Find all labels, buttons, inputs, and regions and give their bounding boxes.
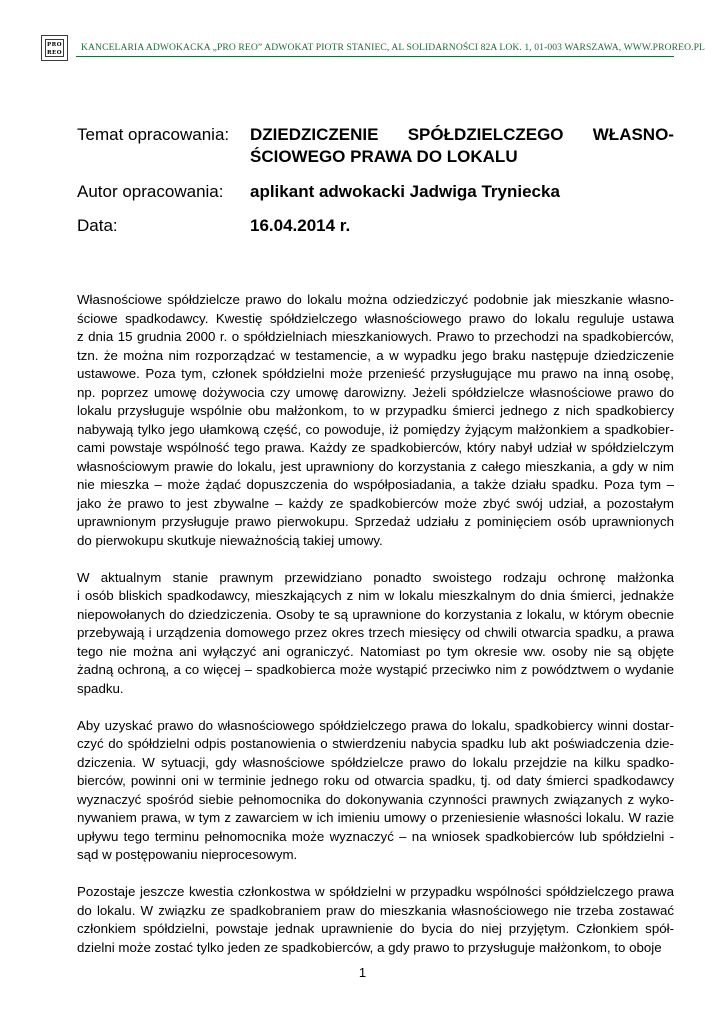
topic-value (250, 124, 674, 168)
text-line: niepowołanych do dziedziczenia. Osoby te są uprawnione do korzystania z lokalu, w którym obecnie (77, 606, 674, 622)
logo-text: PRO REO (45, 39, 64, 57)
text-line: nie mieszka – może żądać dopuszczenia do współposiadania, a także działu spadku. Poza tym – (77, 477, 674, 492)
text-line: do lokalu. W związku ze spadkobraniem praw do mieszkania własnościowego nie trzeba zostawać (77, 902, 674, 918)
text-line: uprawnionym przysługuje prawo pierwokupu. Sprzedaż udziału z pominięciem osób uprawnionych (77, 514, 674, 529)
text-line: i osób bliskich spadkodawcy, mieszkających z nim w lokalu mieszkalnym do dnia śmierci, jednakże (77, 588, 674, 603)
text-line: wyznaczyć spośród siebie pełnomocnika do dokonywania czynności prawnych związanych z wyko- (77, 791, 674, 807)
text-line: ustawowe. Poza tym, członek spółdzielni może przenieść przysługujące mu prawo na inną osobę, (77, 366, 674, 381)
text-line: np. poprzez umowę dożywocia czy umowę darowizny. Jeżeli spółdzielcze własnościowe prawo do (77, 384, 674, 400)
page-number: 1 (358, 965, 367, 980)
text-line: tego nie można ani wyłączyć ani ograniczyć. Natomiast po tym okresie ww. osoby nie są objęte (77, 643, 674, 659)
text-line: przebywają i urządzenia domowego przez okres trzech miesięcy od chwili otwarcia spadku, a prawa (77, 625, 674, 640)
text-line: jako że prawo to jest zbywalne – każdy ze spadkobierców może zbyć swój udział, a pozostałym (77, 495, 674, 511)
paragraph (77, 569, 674, 699)
text-line: członkiem spółdzielni, powstaje jednak uprawnienie do bycia do niej przyjętym. Członkiem spół- (77, 921, 674, 936)
text-line: własnościowym prawie do lokalu, jest uprawniony do korzystania z całego mieszkania, a gdy w nim (77, 458, 674, 474)
text-line: czyć do spółdzielni odpis postanowienia o stwierdzeniu nabycia spadku lub akt poświadczenia dzie- (77, 736, 674, 751)
date-value: 16.04.2014 r. (250, 216, 351, 235)
text-line: z dnia 15 grudnia 2000 r. o spółdzielniach mieszkaniowych. Prawo to przechodzi na spadkobierców, (77, 329, 674, 344)
text-line: ściowe spadkodawcy. Kwestię spółdzielczego własnościowego prawo do lokalu reguluje ustawa (77, 310, 674, 326)
text-line: Własnościowe spółdzielcze prawo do lokalu można odziedziczyć podobnie jak mieszkanie własno- (77, 292, 674, 307)
topic-line-2: ŚCIOWEGO PRAWA DO LOKALU (250, 147, 518, 166)
paragraph (77, 883, 674, 957)
text-line: tzn. że można nim rozporządzać w testamencie, a w wypadku jego braku następuje dziedziczenie (77, 347, 674, 363)
text-line: sąd w postępowaniu nieprocesowym. (77, 847, 298, 862)
topic-label: Temat opracowania: (77, 125, 230, 144)
text-line: spadku. (77, 680, 124, 696)
topic-line-1: DZIEDZICZENIE SPÓŁDZIELCZEGO WŁASNO- (250, 125, 674, 144)
paragraph (77, 291, 674, 550)
date-label: Data: (77, 216, 118, 235)
author-value: aplikant adwokacki Jadwiga Tryniecka (250, 182, 560, 201)
letterhead-text: KANCELARIA ADWOKACKA „PRO REO” ADWOKAT PIOTR STANIEC, AL SOLIDARNOŚCI 82A LOK. 1, 01-003 WARSZAWA, WWW.PROREO.PL (81, 42, 706, 53)
text-line: dziczenia. W sytuacji, gdy własnościowe spółdzielcze prawo do lokalu przejdzie na kilku spadko- (77, 754, 674, 770)
pro-reo-logo (41, 35, 68, 61)
author-label: Autor opracowania: (77, 182, 224, 201)
text-line: Aby uzyskać prawo do własnościowego spółdzielczego prawa do lokalu, spadkobiercy winni dostar- (77, 717, 674, 733)
letterhead-rule (76, 56, 674, 57)
text-line: cami powstaje wspólność tego prawa. Każdy ze spadkobierców, który nabył udział w spółdzielczym (77, 440, 674, 455)
text-line: nabywają tylko jego ułamkową część, co powoduje, iż pomiędzy żyjącym małżonkiem a spadkobier- (77, 421, 674, 437)
text-line: W aktualnym stanie prawnym przewidziano ponadto swoistego rodzaju ochronę małżonka (77, 569, 674, 585)
text-line: żadną ochroną, a co więcej – spadkobierca może wystąpić przeciwko nim z powództwem o wydanie (77, 662, 674, 677)
text-line: upływu tego terminu pełnomocnika może wyznaczyć – na wniosek spadkobierców lub spółdzielni - (77, 828, 674, 844)
document-body (77, 291, 674, 976)
text-line: lokalu przysługuje wspólnie obu małżonkom, to w przypadku śmierci jednego z nich spadkobiercy (77, 403, 674, 418)
text-line: do pierwokupu skutkuje nieważnością takiej umowy. (77, 532, 383, 548)
text-line: Pozostaje jeszcze kwestia członkostwa w spółdzielni w przypadku wspólności spółdzielczego prawa (77, 884, 674, 899)
text-line: nywaniem prawa, w tym z zawarciem w ich imieniu umowy o przeniesienie własności lokalu. W razie (77, 810, 674, 825)
text-line: dzielni może zostać tylko jeden ze spadkobierców, a gdy prawo to przysługuje małżonkom, to oboje (77, 939, 662, 955)
paragraph (77, 717, 674, 865)
text-line: bierców, powinni oni w terminie jednego roku od otwarcia spadku, tj. od daty śmierci spadkodawcy (77, 773, 674, 788)
